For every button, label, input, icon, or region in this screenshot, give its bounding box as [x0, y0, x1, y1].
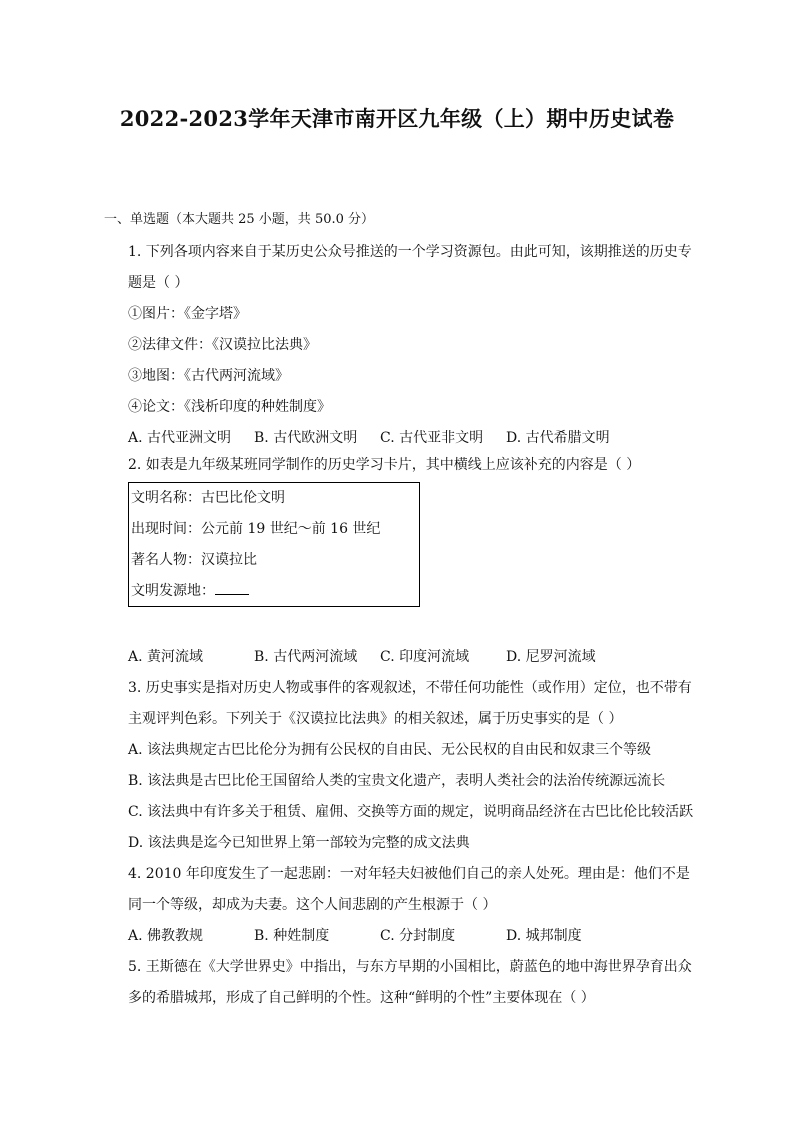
question-stem: 1. 下列各项内容来自于某历史公众号推送的一个学习资源包。由此可知，该期推送的历史专 — [128, 244, 692, 260]
question-item: ③地图：《古代两河流域》 — [128, 368, 289, 384]
question-stem: 4. 2010 年印度发生了一起悲剧：一对年轻夫妇被他们自己的亲人处死。理由是：他们不是 — [128, 866, 690, 882]
exam-title: 2022-2023学年天津市南开区九年级（上）期中历史试卷 — [119, 106, 675, 131]
option-row — [128, 921, 690, 952]
card-row: 文明名称：古巴比伦文明 — [131, 490, 285, 506]
card-row-label: 文明发源地： — [131, 583, 215, 599]
question-stem: 主观评判色彩。下列关于《汉谟拉比法典》的相关叙述，属于历史事实的是（ ） — [128, 711, 623, 727]
study-card-table — [128, 482, 420, 607]
option-a[interactable]: A. 佛教教规 — [128, 928, 204, 944]
question-stem: 多的希腊城邦，形成了自己鲜明的个性。这种“鲜明的个性”主要体现在（ ） — [128, 990, 595, 1006]
question-1 — [128, 237, 692, 454]
card-row: 著名人物：汉谟拉比 — [131, 552, 257, 568]
option-c[interactable]: C. 该法典中有许多关于租赁、雇佣、交换等方面的规定，说明商品经济在古巴比伦比较活跃 — [128, 804, 694, 820]
option-d[interactable]: D. 城邦制度 — [506, 928, 582, 944]
option-a[interactable]: A. 该法典规定古巴比伦分为拥有公民权的自由民、无公民权的自由民和奴隶三个等级 — [128, 742, 652, 758]
option-c[interactable]: C. 古代亚非文明 — [380, 430, 484, 446]
question-stem: 同一个等级，却成为夫妻。这个人间悲剧的产生根源于（ ） — [128, 897, 497, 913]
option-b[interactable]: B. 古代欧洲文明 — [254, 430, 358, 446]
question-stem: 5. 王斯德在《大学世界史》中指出，与东方早期的小国相比，蔚蓝色的地中海世界孕育出众 — [128, 959, 692, 975]
option-d[interactable]: D. 尼罗河流域 — [506, 649, 596, 665]
question-item: ①图片：《金字塔》 — [128, 306, 247, 322]
question-2 — [128, 450, 640, 481]
fill-blank — [215, 580, 249, 595]
card-row — [131, 576, 419, 607]
question-stem: 题是（ ） — [128, 275, 189, 291]
option-b[interactable]: B. 古代两河流域 — [254, 649, 358, 665]
question-2-options — [128, 642, 596, 673]
option-b[interactable]: B. 种姓制度 — [254, 928, 330, 944]
option-c[interactable]: C. 分封制度 — [380, 928, 456, 944]
section-heading: 一、单选题（本大题共 25 小题，共 50.0 分） — [104, 212, 375, 227]
option-a[interactable]: A. 黄河流域 — [128, 649, 204, 665]
option-c[interactable]: C. 印度河流域 — [380, 649, 470, 665]
question-4 — [128, 859, 690, 952]
question-item: ④论文：《浅析印度的种姓制度》 — [128, 399, 331, 415]
option-b[interactable]: B. 该法典是古巴比伦王国留给人类的宝贵文化遗产，表明人类社会的法治传统源远流长 — [128, 773, 666, 789]
question-item: ②法律文件：《汉谟拉比法典》 — [128, 337, 317, 353]
question-stem: 3. 历史事实是指对历史人物或事件的客观叙述，不带任何功能性（或作用）定位，也不带有 — [128, 680, 692, 696]
option-d[interactable]: D. 古代希腊文明 — [506, 430, 610, 446]
card-row: 出现时间：公元前 19 世纪～前 16 世纪 — [131, 521, 381, 537]
option-a[interactable]: A. 古代亚洲文明 — [128, 430, 232, 446]
option-row — [128, 642, 596, 673]
option-d[interactable]: D. 该法典是迄今已知世界上第一部较为完整的成文法典 — [128, 835, 470, 851]
question-5 — [128, 952, 692, 1014]
question-stem: 2. 如表是九年级某班同学制作的历史学习卡片，其中横线上应该补充的内容是（ ） — [128, 457, 641, 473]
question-3 — [128, 673, 693, 859]
